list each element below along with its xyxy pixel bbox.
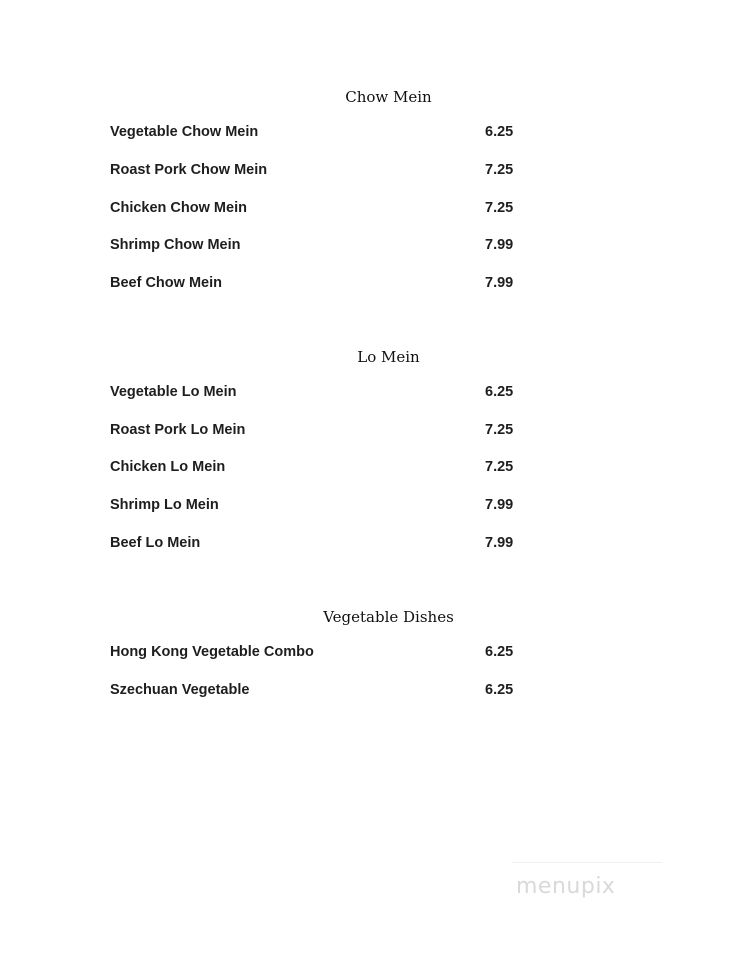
item-price: 6.25: [485, 644, 514, 660]
menu-item: [110, 420, 530, 440]
item-name: Chicken Lo Mein: [110, 459, 226, 475]
item-price: 7.25: [485, 162, 514, 178]
item-price: 6.25: [485, 682, 514, 698]
item-name: Shrimp Lo Mein: [110, 497, 219, 513]
item-price: 7.25: [485, 200, 514, 216]
watermark-logo: menupix: [516, 874, 616, 899]
menu-item: [110, 457, 530, 477]
menu-item: [110, 533, 530, 553]
item-name: Shrimp Chow Mein: [110, 237, 241, 253]
item-name: Beef Lo Mein: [110, 535, 201, 551]
item-price: 7.99: [485, 535, 514, 551]
menu-item: [110, 273, 530, 293]
section-title: Vegetable Dishes: [323, 608, 454, 626]
menu-item: [110, 495, 530, 515]
item-price: 7.99: [485, 497, 514, 513]
section-title: Lo Mein: [357, 348, 420, 366]
item-name: Roast Pork Lo Mein: [110, 422, 246, 438]
menu-item: [110, 198, 530, 218]
menu-item: [110, 235, 530, 255]
item-name: Roast Pork Chow Mein: [110, 162, 268, 178]
item-name: Chicken Chow Mein: [110, 200, 247, 216]
section-title: Chow Mein: [345, 88, 432, 106]
menu-item: [110, 680, 530, 700]
item-name: Beef Chow Mein: [110, 275, 222, 291]
item-price: 7.25: [485, 459, 514, 475]
item-price: 6.25: [485, 384, 514, 400]
menu-item: [110, 382, 530, 402]
item-price: 6.25: [485, 124, 514, 140]
item-price: 7.25: [485, 422, 514, 438]
watermark-divider: [512, 862, 662, 863]
watermark: [500, 858, 670, 908]
menu-item: [110, 122, 530, 142]
item-name: Hong Kong Vegetable Combo: [110, 644, 314, 660]
item-name: Vegetable Lo Mein: [110, 384, 237, 400]
item-price: 7.99: [485, 275, 514, 291]
item-name: Szechuan Vegetable: [110, 682, 250, 698]
item-name: Vegetable Chow Mein: [110, 124, 259, 140]
menu-item: [110, 160, 530, 180]
menu-item: [110, 642, 530, 662]
item-price: 7.99: [485, 237, 514, 253]
